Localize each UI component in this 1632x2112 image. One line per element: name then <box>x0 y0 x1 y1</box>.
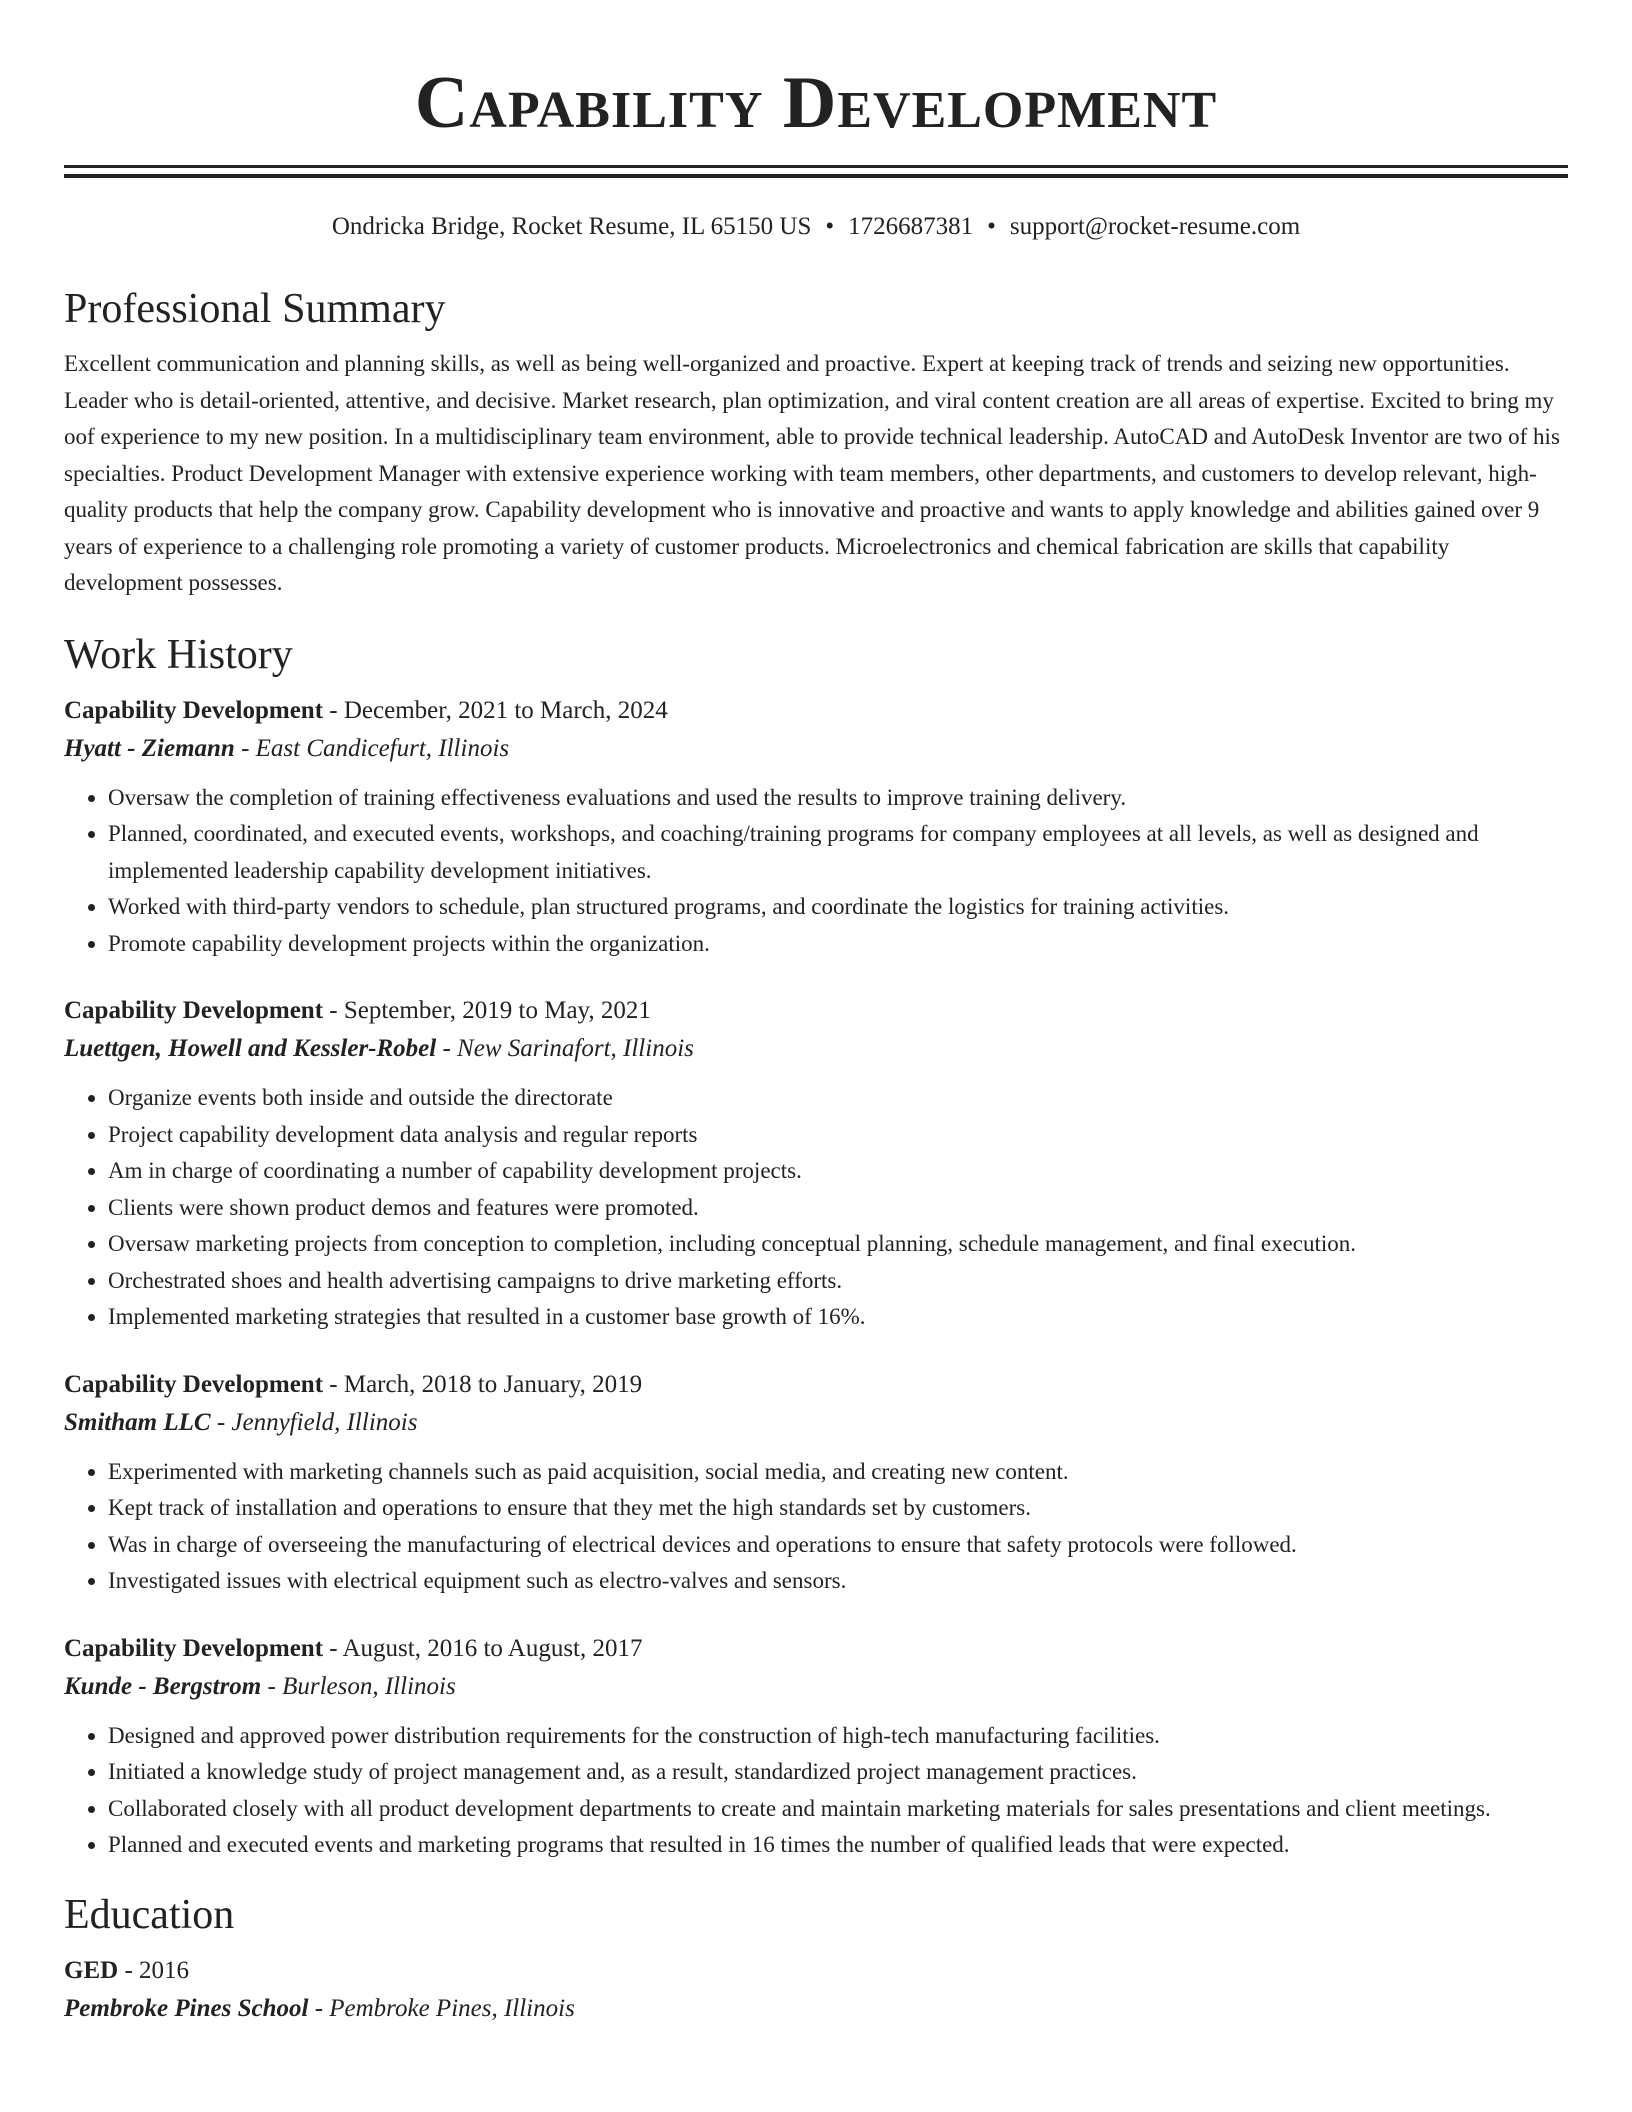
job-title: Capability Development <box>64 1634 324 1662</box>
title-rule-bottom <box>64 174 1568 178</box>
job-dates: - March, 2018 to January, 2019 <box>323 1370 643 1398</box>
job-title-line <box>64 992 1568 1030</box>
job-bullet: • Investigated issues with electrical equipment such as electro-valves and sensors. <box>108 1563 1568 1600</box>
work-history-heading: Work History <box>64 631 293 678</box>
job-bullet: • Designed and approved power distribution requirements for the construction of high-tech manufacturing facilities. <box>108 1718 1568 1755</box>
job-company: Kunde - Bergstrom <box>64 1672 262 1700</box>
education-list <box>64 1952 1568 2028</box>
job-bullet: • Planned and executed events and marketing programs that resulted in 16 times the number of qualified leads that were expected. <box>108 1827 1568 1864</box>
job-company: Hyatt - Ziemann <box>64 734 235 762</box>
contact-separator: • <box>825 213 835 240</box>
contact-line <box>64 212 1568 242</box>
education-location: - Pembroke Pines, Illinois <box>308 1994 575 2022</box>
job-entry <box>64 992 1568 1336</box>
job-company-line <box>64 1404 1568 1442</box>
job-bullet: • Clients were shown product demos and features were promoted. <box>108 1190 1568 1227</box>
job-company-line <box>64 730 1568 768</box>
job-bullet-list <box>64 780 1568 963</box>
contact-address: Ondricka Bridge, Rocket Resume, IL 65150 US <box>331 213 812 240</box>
job-entry <box>64 692 1568 963</box>
job-title: Capability Development <box>64 1370 324 1398</box>
work-history-list <box>64 692 1568 1864</box>
education-school-line <box>64 1990 1568 2028</box>
contact-separator: • <box>987 213 996 240</box>
title-rule-top <box>64 165 1568 168</box>
summary-heading: Professional Summary <box>64 286 446 332</box>
job-company: Smitham LLC <box>64 1408 211 1436</box>
job-bullet: • Experimented with marketing channels such as paid acquisition, social media, and creating new content. <box>108 1454 1568 1491</box>
job-bullet: • Project capability development data analysis and regular reports <box>108 1117 1568 1154</box>
job-bullet: • Am in charge of coordinating a number of capability development projects. <box>108 1153 1568 1190</box>
job-title-line <box>64 1366 1568 1404</box>
job-bullet: • Initiated a knowledge study of project management and, as a result, standardized project management practices. <box>108 1754 1568 1791</box>
summary-text: Excellent communication and planning skills, as well as being well-organized and proactive. Expert at keeping track of trends and seizing new opportunities. Leader who is detail-oriented, attentive, and decisive. Market research, plan optimization, and viral content creation are all areas of expertise. Excited to bring my oof experience to my new position. In a multidisciplinary team environment, able to provide technical leadership. AutoCAD and AutoDesk Inventor are two of his specialties. Product Development Manager with extensive experience working with team members, other departments, and customers to develop relevant, high-quality products that help the company grow. Capability development who is innovative and proactive and wants to apply knowledge and abilities gained over 9 years of experience to a challenging role promoting a variety of customer products. Microelectronics and chemical fabrication are skills that capability development possesses. <box>64 351 1560 595</box>
job-location: - East Candicefurt, Illinois <box>234 734 510 762</box>
job-bullet: • Oversaw the completion of training effectiveness evaluations and used the results to improve training delivery. <box>108 780 1568 817</box>
resume-page <box>64 0 1568 2028</box>
job-location: - Jennyfield, Illinois <box>210 1408 418 1436</box>
job-bullet: • Planned, coordinated, and executed events, workshops, and coaching/training programs for company employees at all levels, as well as designed and implemented leadership capability development initiatives. <box>108 816 1568 889</box>
education-year: - 2016 <box>118 1956 190 1984</box>
job-title-line <box>64 692 1568 730</box>
education-degree: GED <box>64 1956 119 1984</box>
job-bullet-list <box>64 1718 1568 1864</box>
job-location: - Burleson, Illinois <box>261 1672 456 1700</box>
job-title-line <box>64 1630 1568 1668</box>
job-dates: - December, 2021 to March, 2024 <box>323 696 668 724</box>
job-title: Capability Development <box>64 696 324 724</box>
contact-phone: 1726687381 <box>848 213 974 240</box>
job-bullet: • Promote capability development projects within the organization. <box>108 926 1568 963</box>
job-bullet-list <box>64 1080 1568 1336</box>
resume-name: Capability Development <box>414 62 1218 144</box>
job-bullet: • Organize events both inside and outside the directorate <box>108 1080 1568 1117</box>
job-entry <box>64 1366 1568 1600</box>
contact-email: support@rocket-resume.com <box>1009 213 1301 240</box>
job-dates: - August, 2016 to August, 2017 <box>323 1634 643 1662</box>
job-company: Luettgen, Howell and Kessler-Robel <box>64 1035 437 1062</box>
education-heading: Education <box>64 1891 235 1938</box>
job-company-line <box>64 1668 1568 1706</box>
job-bullet: • Collaborated closely with all product development departments to create and maintain marketing materials for sales presentations and client meetings. <box>108 1791 1568 1828</box>
job-entry <box>64 1630 1568 1864</box>
job-bullet: • Orchestrated shoes and health advertising campaigns to drive marketing efforts. <box>108 1263 1568 1300</box>
job-bullet: • Oversaw marketing projects from conception to completion, including conceptual planning, schedule management, and final execution. <box>108 1226 1568 1263</box>
job-location: - New Sarinafort, Illinois <box>436 1035 694 1062</box>
education-school: Pembroke Pines School <box>64 1994 309 2022</box>
education-entry <box>64 1952 1568 2028</box>
job-bullet: • Was in charge of overseeing the manufacturing of electrical devices and operations to ensure that safety protocols were followed. <box>108 1527 1568 1564</box>
job-bullet: • Implemented marketing strategies that resulted in a customer base growth of 16%. <box>108 1299 1568 1336</box>
job-bullet: • Worked with third-party vendors to schedule, plan structured programs, and coordinate the logistics for training activities. <box>108 889 1568 926</box>
job-dates: - September, 2019 to May, 2021 <box>323 997 651 1024</box>
job-title: Capability Development <box>64 997 324 1024</box>
job-company-line <box>64 1030 1568 1068</box>
education-degree-line <box>64 1952 1568 1990</box>
job-bullet-list <box>64 1454 1568 1600</box>
job-bullet: • Kept track of installation and operations to ensure that they met the high standards set by customers. <box>108 1490 1568 1527</box>
